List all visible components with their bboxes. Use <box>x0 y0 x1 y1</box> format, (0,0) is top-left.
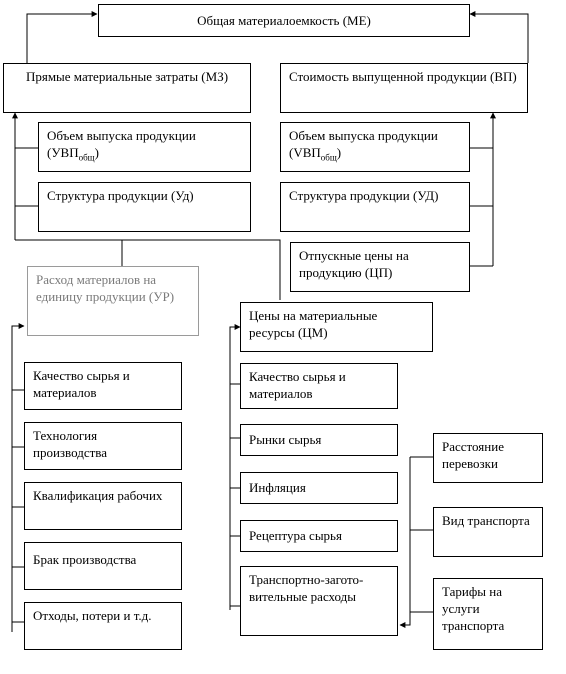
node-left-product-structure: Структура продукции (Уд) <box>38 182 251 232</box>
arrow-mz-to-me <box>27 14 97 63</box>
node-ur-production-defects: Брак производства <box>24 542 182 590</box>
arrow-cm-factors <box>230 327 240 610</box>
node-left-output-volume: Объем выпуска продукции $(УВП_{общ})$ <box>38 122 251 172</box>
node-material-prices: Цены на материальные ресурсы (ЦМ) <box>240 302 433 352</box>
node-right-output-volume: Объем выпуска продукции $(VВП_{общ})$ <box>280 122 470 172</box>
node-right-product-structure: Структура продукции (УД) <box>280 182 470 232</box>
node-total-material-intensity: Общая материалоемкость (МЕ) <box>98 4 470 37</box>
node-cm-raw-markets: Рынки сырья <box>240 424 398 456</box>
node-ur-waste-losses: Отходы, потери и т.д. <box>24 602 182 650</box>
arrow-ur-factors <box>12 326 24 632</box>
node-consumption-per-unit: Расход материалов на единицу продукции (УР) <box>27 266 199 336</box>
node-direct-material-costs: Прямые материальные затраты (МЗ) <box>3 63 251 113</box>
node-transport-type: Вид транспорта <box>433 507 543 557</box>
node-output-value: Стоимость выпущенной продукции (ВП) <box>280 63 528 113</box>
node-cm-raw-material-quality: Качество сырья и материалов <box>240 363 398 409</box>
arrow-vp-to-me <box>470 14 528 63</box>
arrow-transport-factors <box>400 457 410 625</box>
node-cm-transport-costs: Транспортно-загото-вительные расходы <box>240 566 398 636</box>
node-cm-raw-recipe: Рецептура сырья <box>240 520 398 552</box>
node-ur-raw-material-quality: Качество сырья и материалов <box>24 362 182 410</box>
node-cm-inflation: Инфляция <box>240 472 398 504</box>
node-ur-worker-qualification: Квалификация рабочих <box>24 482 182 530</box>
node-transport-distance: Расстояние перевозки <box>433 433 543 483</box>
node-transport-tariffs: Тарифы на услуги транспорта <box>433 578 543 650</box>
node-ur-production-technology: Технология производства <box>24 422 182 470</box>
node-selling-prices: Отпускные цены на продукцию (ЦП) <box>290 242 470 292</box>
